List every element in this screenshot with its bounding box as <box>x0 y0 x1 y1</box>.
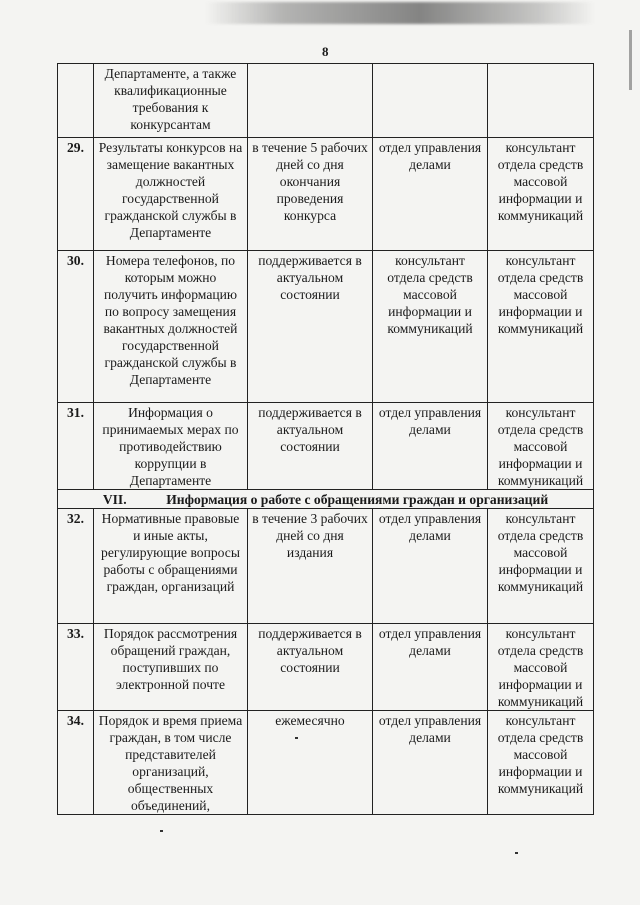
row-term <box>248 64 373 138</box>
row-number: 29. <box>58 138 94 251</box>
row-responsible <box>373 64 488 138</box>
row-description: Результаты конкурсов на замещение вакантных должностей государственной гражданской службы в Департаменте <box>94 138 248 251</box>
table-row-33 <box>58 624 594 711</box>
row-description: Порядок и время приема граждан, в том числе представителей организаций, общественных объединений, <box>94 711 248 815</box>
row-number: 32. <box>58 509 94 624</box>
row-number: 34. <box>58 711 94 815</box>
section-number: VII. <box>102 492 127 507</box>
row-executor: консультант отдела средств массовой информации и коммуникаций <box>488 624 594 711</box>
row-responsible: отдел управления делами <box>373 509 488 624</box>
scan-speck <box>160 830 163 832</box>
section-header-row <box>58 490 594 509</box>
document-table <box>57 63 594 815</box>
table-row-30 <box>58 251 594 403</box>
row-number: 33. <box>58 624 94 711</box>
row-responsible: отдел управления делами <box>373 403 488 490</box>
row-description: Нормативные правовые и иные акты, регулирующие вопросы работы с обращениями граждан, организаций <box>94 509 248 624</box>
section-header <box>58 490 594 509</box>
table-row-32 <box>58 509 594 624</box>
table-row-34 <box>58 711 594 815</box>
row-executor: консультант отдела средств массовой информации и коммуникаций <box>488 711 594 815</box>
row-responsible: консультант отдела средств массовой информации и коммуникаций <box>373 251 488 403</box>
row-executor: консультант отдела средств массовой информации и коммуникаций <box>488 251 594 403</box>
row-executor: консультант отдела средств массовой информации и коммуникаций <box>488 509 594 624</box>
row-term: ежемесячно <box>248 711 373 815</box>
row-term: поддерживается в актуальном состоянии <box>248 403 373 490</box>
table-row-continuation <box>58 64 594 138</box>
row-number: 31. <box>58 403 94 490</box>
row-number <box>58 64 94 138</box>
row-executor <box>488 64 594 138</box>
row-term: поддерживается в актуальном состоянии <box>248 251 373 403</box>
scan-edge-mark <box>629 30 632 90</box>
row-description: Номера телефонов, по которым можно получить информацию по вопросу замещения вакантных должностей государственной гражданской службы в Департаменте <box>94 251 248 403</box>
row-responsible: отдел управления делами <box>373 624 488 711</box>
table-row-29 <box>58 138 594 251</box>
row-description: Порядок рассмотрения обращений граждан, поступивших по электронной почте <box>94 624 248 711</box>
table-row-31 <box>58 403 594 490</box>
scan-speck <box>515 852 518 854</box>
row-description: Информация о принимаемых мерах по противодействию коррупции в Департаменте <box>94 403 248 490</box>
row-responsible: отдел управления делами <box>373 711 488 815</box>
row-responsible: отдел управления делами <box>373 138 488 251</box>
row-description: Департаменте, а также квалификационные требования к конкурсантам <box>94 64 248 138</box>
row-executor: консультант отдела средств массовой информации и коммуникаций <box>488 403 594 490</box>
row-term: в течение 5 рабочих дней со дня окончания проведения конкурса <box>248 138 373 251</box>
row-term: в течение 3 рабочих дней со дня издания <box>248 509 373 624</box>
row-executor: консультант отдела средств массовой информации и коммуникаций <box>488 138 594 251</box>
row-number: 30. <box>58 251 94 403</box>
page-number: 8 <box>322 44 329 59</box>
row-term: поддерживается в актуальном состоянии <box>248 624 373 711</box>
section-title: Информация о работе с обращениями граждан и организаций <box>166 492 549 507</box>
scan-speck <box>295 737 298 739</box>
scan-artifact-streak <box>205 2 595 24</box>
